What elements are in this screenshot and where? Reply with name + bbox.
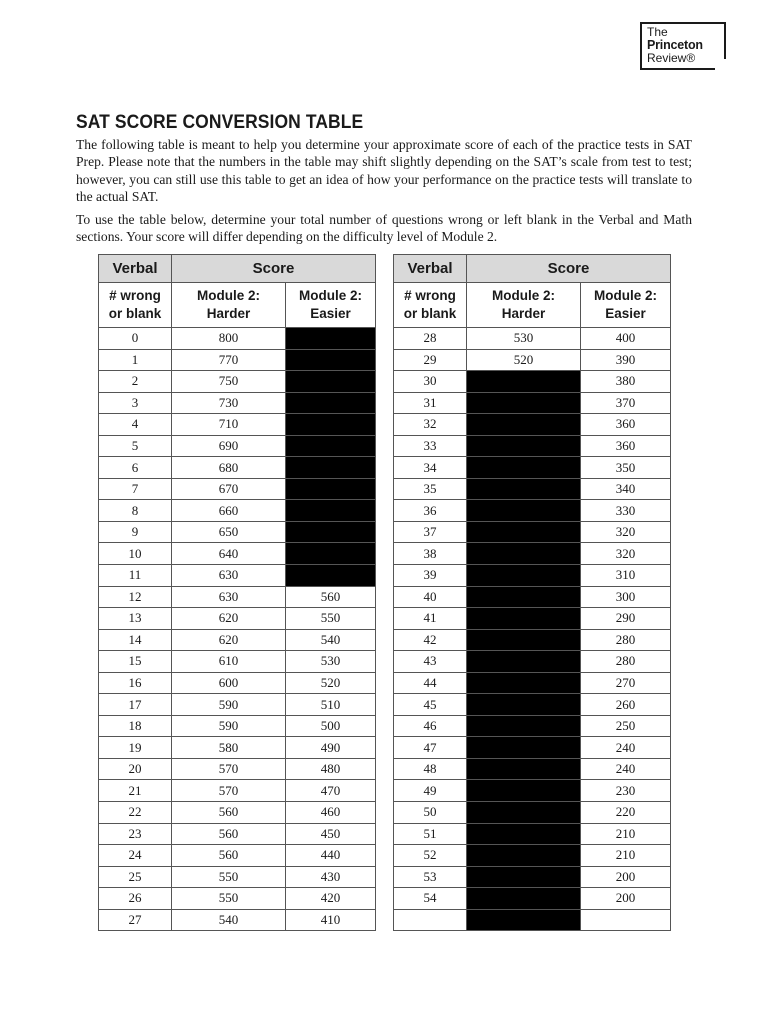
table-row bbox=[394, 651, 671, 673]
cell-harder bbox=[467, 737, 581, 759]
cell-harder: 530 bbox=[467, 328, 581, 350]
wrong-header-line2: or blank bbox=[403, 306, 457, 321]
table-row bbox=[99, 457, 376, 479]
cell-wrong: 49 bbox=[394, 780, 467, 802]
cell-easier: 510 bbox=[286, 694, 376, 716]
cell-wrong: 24 bbox=[99, 845, 172, 867]
table-row bbox=[99, 328, 376, 350]
cell-easier: 450 bbox=[286, 823, 376, 845]
table-row bbox=[394, 543, 671, 565]
table-row bbox=[99, 371, 376, 393]
cell-easier: 360 bbox=[581, 435, 671, 457]
logo-line-review: Review® bbox=[647, 51, 696, 65]
cell-easier: 430 bbox=[286, 866, 376, 888]
cell-easier: 390 bbox=[581, 349, 671, 371]
cell-harder bbox=[467, 500, 581, 522]
wrong-header-line1: # wrong bbox=[109, 288, 161, 303]
cell-wrong: 41 bbox=[394, 608, 467, 630]
cell-wrong: 10 bbox=[99, 543, 172, 565]
cell-wrong: 53 bbox=[394, 866, 467, 888]
cell-wrong: 43 bbox=[394, 651, 467, 673]
table-row bbox=[99, 565, 376, 587]
cell-easier: 280 bbox=[581, 629, 671, 651]
cell-easier: 200 bbox=[581, 888, 671, 910]
table-row bbox=[394, 586, 671, 608]
cell-harder: 600 bbox=[172, 672, 286, 694]
cell-wrong: 34 bbox=[394, 457, 467, 479]
table-row bbox=[394, 435, 671, 457]
table-row bbox=[99, 866, 376, 888]
cell-harder bbox=[467, 845, 581, 867]
cell-easier: 220 bbox=[581, 802, 671, 824]
cell-easier: 240 bbox=[581, 758, 671, 780]
table-row bbox=[394, 780, 671, 802]
cell-harder: 570 bbox=[172, 780, 286, 802]
table-row bbox=[99, 392, 376, 414]
cell-harder bbox=[467, 780, 581, 802]
cell-wrong: 45 bbox=[394, 694, 467, 716]
module2-easier-header bbox=[581, 283, 671, 328]
cell-wrong: 19 bbox=[99, 737, 172, 759]
cell-wrong: 44 bbox=[394, 672, 467, 694]
cell-harder bbox=[467, 521, 581, 543]
cell-wrong: 15 bbox=[99, 651, 172, 673]
table-row bbox=[394, 500, 671, 522]
cell-harder: 750 bbox=[172, 371, 286, 393]
cell-easier: 490 bbox=[286, 737, 376, 759]
cell-harder bbox=[467, 586, 581, 608]
table-row bbox=[394, 758, 671, 780]
cell-wrong: 46 bbox=[394, 715, 467, 737]
cell-harder: 560 bbox=[172, 802, 286, 824]
cell-wrong: 12 bbox=[99, 586, 172, 608]
cell-harder bbox=[467, 866, 581, 888]
cell-easier: 210 bbox=[581, 823, 671, 845]
cell-easier: 410 bbox=[286, 909, 376, 931]
cell-wrong: 38 bbox=[394, 543, 467, 565]
table-row bbox=[394, 328, 671, 350]
cell-easier: 350 bbox=[581, 457, 671, 479]
cell-wrong: 26 bbox=[99, 888, 172, 910]
cell-easier: 540 bbox=[286, 629, 376, 651]
cell-harder: 590 bbox=[172, 694, 286, 716]
cell-harder: 690 bbox=[172, 435, 286, 457]
cell-harder: 550 bbox=[172, 866, 286, 888]
table-row bbox=[99, 543, 376, 565]
cell-easier: 380 bbox=[581, 371, 671, 393]
easier-header-line2: Easier bbox=[605, 306, 646, 321]
table-row bbox=[394, 392, 671, 414]
cell-wrong: 20 bbox=[99, 758, 172, 780]
cell-easier: 530 bbox=[286, 651, 376, 673]
cell-easier: 460 bbox=[286, 802, 376, 824]
cell-easier: 280 bbox=[581, 651, 671, 673]
logo-line-the: The bbox=[647, 25, 668, 39]
table-row bbox=[394, 672, 671, 694]
cell-easier: 330 bbox=[581, 500, 671, 522]
conversion-table-left bbox=[98, 254, 376, 931]
table-row bbox=[394, 371, 671, 393]
cell-easier: 290 bbox=[581, 608, 671, 630]
score-header: Score bbox=[467, 255, 671, 283]
cell-easier: 480 bbox=[286, 758, 376, 780]
table-row bbox=[394, 565, 671, 587]
module2-harder-header bbox=[467, 283, 581, 328]
easier-header-line1: Module 2: bbox=[594, 288, 657, 303]
cell-easier: 440 bbox=[286, 845, 376, 867]
cell-easier: 260 bbox=[581, 694, 671, 716]
cell-harder: 770 bbox=[172, 349, 286, 371]
table-row bbox=[99, 888, 376, 910]
table-row bbox=[394, 802, 671, 824]
cell-harder bbox=[467, 672, 581, 694]
cell-harder: 800 bbox=[172, 328, 286, 350]
table-row bbox=[99, 478, 376, 500]
harder-header-line1: Module 2: bbox=[197, 288, 260, 303]
table-row bbox=[394, 694, 671, 716]
cell-harder bbox=[467, 435, 581, 457]
cell-easier: 300 bbox=[581, 586, 671, 608]
harder-header-line2: Harder bbox=[501, 306, 546, 321]
cell-harder: 650 bbox=[172, 521, 286, 543]
cell-harder: 560 bbox=[172, 845, 286, 867]
intro-paragraph-1: The following table is meant to help you determine your approximate score of each of the practice tests in SAT Prep. Please note that the numbers in the table may shift slightly depending on the SAT’s scale from test to test; however, you can still use this table to get an idea of how your performance on the practice tests will translate to the actual SAT. bbox=[76, 137, 692, 204]
table-row bbox=[394, 629, 671, 651]
cell-harder bbox=[467, 629, 581, 651]
table-row bbox=[99, 672, 376, 694]
cell-harder: 630 bbox=[172, 586, 286, 608]
wrong-header-line1: # wrong bbox=[404, 288, 456, 303]
wrong-or-blank-header bbox=[394, 283, 467, 328]
cell-easier bbox=[286, 500, 376, 522]
cell-harder bbox=[467, 457, 581, 479]
cell-harder: 550 bbox=[172, 888, 286, 910]
table-row bbox=[394, 823, 671, 845]
module2-easier-header bbox=[286, 283, 376, 328]
cell-easier: 200 bbox=[581, 866, 671, 888]
table-row bbox=[99, 586, 376, 608]
cell-wrong: 3 bbox=[99, 392, 172, 414]
cell-wrong: 22 bbox=[99, 802, 172, 824]
cell-harder bbox=[467, 758, 581, 780]
wrong-header-line2: or blank bbox=[108, 306, 162, 321]
wrong-or-blank-header bbox=[99, 283, 172, 328]
table-row bbox=[99, 758, 376, 780]
cell-harder bbox=[467, 478, 581, 500]
cell-harder: 710 bbox=[172, 414, 286, 436]
table-row bbox=[394, 521, 671, 543]
cell-easier bbox=[286, 565, 376, 587]
cell-wrong: 0 bbox=[99, 328, 172, 350]
cell-easier: 250 bbox=[581, 715, 671, 737]
cell-wrong: 25 bbox=[99, 866, 172, 888]
cell-harder bbox=[467, 392, 581, 414]
easier-header-line1: Module 2: bbox=[299, 288, 362, 303]
cell-easier: 360 bbox=[581, 414, 671, 436]
cell-wrong: 31 bbox=[394, 392, 467, 414]
cell-wrong: 54 bbox=[394, 888, 467, 910]
cell-wrong: 7 bbox=[99, 478, 172, 500]
cell-easier: 400 bbox=[581, 328, 671, 350]
cell-wrong: 40 bbox=[394, 586, 467, 608]
cell-easier bbox=[286, 349, 376, 371]
table-row bbox=[394, 888, 671, 910]
cell-wrong: 35 bbox=[394, 478, 467, 500]
cell-harder bbox=[467, 651, 581, 673]
cell-harder: 620 bbox=[172, 629, 286, 651]
cell-wrong: 32 bbox=[394, 414, 467, 436]
cell-harder bbox=[467, 414, 581, 436]
verbal-header: Verbal bbox=[99, 255, 172, 283]
cell-harder: 570 bbox=[172, 758, 286, 780]
cell-easier: 320 bbox=[581, 543, 671, 565]
table-row bbox=[99, 715, 376, 737]
table-row bbox=[99, 629, 376, 651]
table-row bbox=[99, 802, 376, 824]
logo-line-princeton: Princeton bbox=[647, 38, 703, 52]
cell-easier: 370 bbox=[581, 392, 671, 414]
cell-easier: 320 bbox=[581, 521, 671, 543]
table-row bbox=[394, 866, 671, 888]
table-row bbox=[394, 715, 671, 737]
cell-wrong: 4 bbox=[99, 414, 172, 436]
table-row bbox=[99, 780, 376, 802]
table-row bbox=[99, 521, 376, 543]
table-row bbox=[99, 845, 376, 867]
table-row bbox=[394, 845, 671, 867]
cell-wrong: 9 bbox=[99, 521, 172, 543]
cell-harder bbox=[467, 802, 581, 824]
cell-easier: 470 bbox=[286, 780, 376, 802]
table-row bbox=[394, 457, 671, 479]
cell-wrong: 23 bbox=[99, 823, 172, 845]
cell-harder: 620 bbox=[172, 608, 286, 630]
cell-wrong: 6 bbox=[99, 457, 172, 479]
cell-harder: 520 bbox=[467, 349, 581, 371]
cell-easier bbox=[286, 435, 376, 457]
table-row bbox=[394, 909, 671, 931]
cell-wrong: 8 bbox=[99, 500, 172, 522]
cell-wrong: 1 bbox=[99, 349, 172, 371]
cell-harder: 590 bbox=[172, 715, 286, 737]
cell-easier: 210 bbox=[581, 845, 671, 867]
cell-wrong: 17 bbox=[99, 694, 172, 716]
table-row bbox=[99, 737, 376, 759]
cell-easier: 500 bbox=[286, 715, 376, 737]
cell-wrong: 37 bbox=[394, 521, 467, 543]
cell-wrong: 36 bbox=[394, 500, 467, 522]
table-body-left bbox=[99, 328, 376, 931]
cell-easier: 340 bbox=[581, 478, 671, 500]
cell-wrong: 18 bbox=[99, 715, 172, 737]
logo-corner-notch bbox=[715, 59, 727, 71]
conversion-table-right bbox=[393, 254, 671, 931]
table-row bbox=[99, 349, 376, 371]
cell-wrong: 27 bbox=[99, 909, 172, 931]
page-title: SAT SCORE CONVERSION TABLE bbox=[76, 112, 364, 133]
cell-wrong: 2 bbox=[99, 371, 172, 393]
princeton-review-logo bbox=[640, 22, 726, 70]
cell-wrong: 28 bbox=[394, 328, 467, 350]
cell-easier bbox=[286, 478, 376, 500]
table-row bbox=[99, 694, 376, 716]
cell-easier: 550 bbox=[286, 608, 376, 630]
cell-easier bbox=[286, 521, 376, 543]
cell-harder bbox=[467, 608, 581, 630]
cell-easier bbox=[286, 392, 376, 414]
table-row bbox=[394, 478, 671, 500]
cell-easier bbox=[581, 909, 671, 931]
cell-easier: 420 bbox=[286, 888, 376, 910]
cell-wrong: 16 bbox=[99, 672, 172, 694]
cell-harder: 680 bbox=[172, 457, 286, 479]
cell-easier: 310 bbox=[581, 565, 671, 587]
cell-wrong bbox=[394, 909, 467, 931]
score-header: Score bbox=[172, 255, 376, 283]
cell-easier bbox=[286, 543, 376, 565]
cell-harder: 640 bbox=[172, 543, 286, 565]
cell-easier bbox=[286, 457, 376, 479]
cell-harder bbox=[467, 565, 581, 587]
cell-wrong: 42 bbox=[394, 629, 467, 651]
cell-wrong: 48 bbox=[394, 758, 467, 780]
harder-header-line2: Harder bbox=[206, 306, 251, 321]
cell-harder: 610 bbox=[172, 651, 286, 673]
cell-wrong: 39 bbox=[394, 565, 467, 587]
table-row bbox=[99, 909, 376, 931]
cell-easier: 240 bbox=[581, 737, 671, 759]
cell-harder bbox=[467, 371, 581, 393]
cell-harder bbox=[467, 543, 581, 565]
table-row bbox=[394, 349, 671, 371]
cell-wrong: 51 bbox=[394, 823, 467, 845]
table-body-right bbox=[394, 328, 671, 931]
cell-wrong: 47 bbox=[394, 737, 467, 759]
cell-easier: 270 bbox=[581, 672, 671, 694]
intro-paragraph-2: To use the table below, determine your total number of questions wrong or left blank in the Verbal and Math sections. Your score will differ depending on the difficulty level of Module 2. bbox=[76, 212, 692, 245]
harder-header-line1: Module 2: bbox=[492, 288, 555, 303]
table-row bbox=[99, 651, 376, 673]
cell-easier bbox=[286, 371, 376, 393]
cell-harder: 670 bbox=[172, 478, 286, 500]
cell-harder bbox=[467, 694, 581, 716]
cell-easier bbox=[286, 414, 376, 436]
table-row bbox=[99, 500, 376, 522]
cell-wrong: 21 bbox=[99, 780, 172, 802]
cell-harder: 630 bbox=[172, 565, 286, 587]
cell-harder bbox=[467, 888, 581, 910]
cell-harder bbox=[467, 715, 581, 737]
cell-easier: 230 bbox=[581, 780, 671, 802]
table-row bbox=[394, 414, 671, 436]
cell-harder: 540 bbox=[172, 909, 286, 931]
table-row bbox=[99, 823, 376, 845]
cell-wrong: 13 bbox=[99, 608, 172, 630]
cell-harder: 730 bbox=[172, 392, 286, 414]
cell-wrong: 14 bbox=[99, 629, 172, 651]
cell-wrong: 30 bbox=[394, 371, 467, 393]
cell-easier: 520 bbox=[286, 672, 376, 694]
cell-wrong: 5 bbox=[99, 435, 172, 457]
cell-wrong: 52 bbox=[394, 845, 467, 867]
cell-wrong: 11 bbox=[99, 565, 172, 587]
cell-easier bbox=[286, 328, 376, 350]
table-row bbox=[99, 414, 376, 436]
verbal-header: Verbal bbox=[394, 255, 467, 283]
module2-harder-header bbox=[172, 283, 286, 328]
cell-wrong: 33 bbox=[394, 435, 467, 457]
cell-harder: 660 bbox=[172, 500, 286, 522]
easier-header-line2: Easier bbox=[310, 306, 351, 321]
cell-harder bbox=[467, 909, 581, 931]
table-row bbox=[394, 608, 671, 630]
cell-easier: 560 bbox=[286, 586, 376, 608]
cell-harder: 560 bbox=[172, 823, 286, 845]
cell-wrong: 50 bbox=[394, 802, 467, 824]
table-row bbox=[394, 737, 671, 759]
cell-harder: 580 bbox=[172, 737, 286, 759]
cell-harder bbox=[467, 823, 581, 845]
cell-wrong: 29 bbox=[394, 349, 467, 371]
table-row bbox=[99, 435, 376, 457]
table-row bbox=[99, 608, 376, 630]
